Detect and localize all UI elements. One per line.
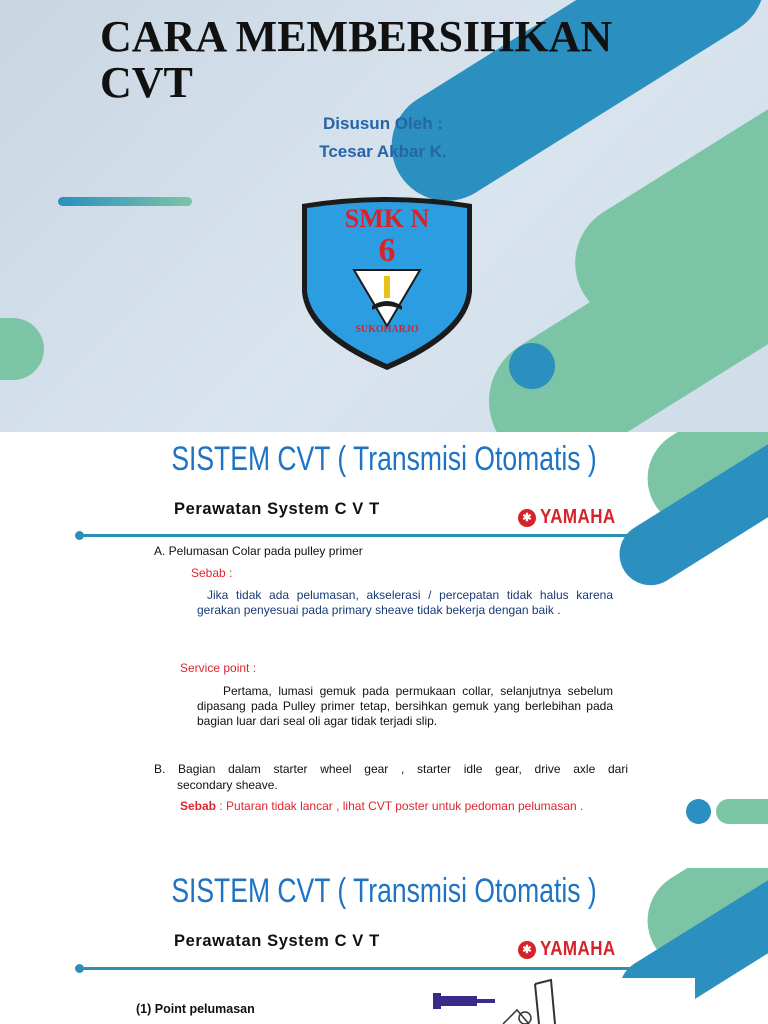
page-title: CARA MEMBERSIHKAN CVT	[100, 12, 613, 107]
item-b-line2: secondary sheave.	[177, 778, 278, 792]
content-slide-2	[0, 868, 768, 1024]
slide-heading: SISTEM CVT ( Transmisi Otomatis )	[171, 440, 597, 478]
yamaha-tuning-fork-icon-2: ✱	[518, 941, 536, 959]
logo-text-city: SUKOHARJO	[355, 324, 419, 335]
yamaha-logo-2	[518, 938, 629, 961]
school-logo	[298, 196, 476, 372]
point-pelumasan-label: (1) Point pelumasan	[136, 1002, 255, 1016]
sebab-b-text: : Putaran tidak lancar , lihat CVT poster untuk pedoman pelumasan .	[219, 799, 584, 813]
service-point-text: Pertama, lumasi gemuk pada permukaan collar, selanjutnya sebelum dipasang pada Pulley primer tetap, bersihkan gemuk yang berlebihan pada bagian luar dari seal oli agar tidak terjadi slip.	[197, 684, 613, 728]
rule-dot-right	[632, 531, 641, 540]
logo-text-smk: SMK N	[344, 204, 430, 233]
yamaha-wordmark-2: YAMAHA	[540, 938, 616, 960]
cvt-diagram	[405, 978, 695, 1024]
deco-bar-left	[58, 197, 192, 206]
logo-text-number: 6	[378, 232, 396, 269]
divider-rule	[79, 534, 637, 537]
sebab-text: Jika tidak ada pelumasan, akselerasi / percepatan tidak halus karena gerakan penyesuai pada primary sheave tidak bekerja dengan baik .	[197, 588, 613, 617]
slide-subheading: Perawatan System C V T	[174, 500, 380, 518]
author-name: Tcesar Akbar K.	[319, 142, 447, 161]
item-b-line1: B. Bagian dalam starter wheel gear , starter idle gear, drive axle dari	[154, 762, 628, 776]
sebab-label: Sebab :	[191, 566, 233, 580]
slide-heading-2: SISTEM CVT ( Transmisi Otomatis )	[171, 872, 597, 910]
sebab-b-line	[180, 799, 583, 814]
yamaha-wordmark: YAMAHA	[540, 506, 616, 528]
deco-circle	[509, 343, 555, 389]
content-slide-1	[0, 432, 768, 868]
cvt-part-icon	[405, 978, 695, 1024]
divider-rule-2	[79, 967, 637, 970]
yamaha-tuning-fork-icon: ✱	[518, 509, 536, 527]
title-slide	[0, 0, 768, 432]
yamaha-logo	[518, 506, 629, 529]
rule-dot-right-2	[632, 964, 641, 973]
sebab-b-label: Sebab	[180, 799, 217, 813]
author-label: Disusun Oleh :	[323, 114, 443, 133]
deco-half-circle-left	[0, 318, 44, 380]
deco-pill-right	[716, 799, 768, 824]
slide-subheading-2: Perawatan System C V T	[174, 932, 380, 950]
deco-circle-small	[686, 799, 711, 824]
service-point-label: Service point :	[180, 661, 257, 675]
item-a-title: A. Pelumasan Colar pada pulley primer	[154, 544, 363, 558]
